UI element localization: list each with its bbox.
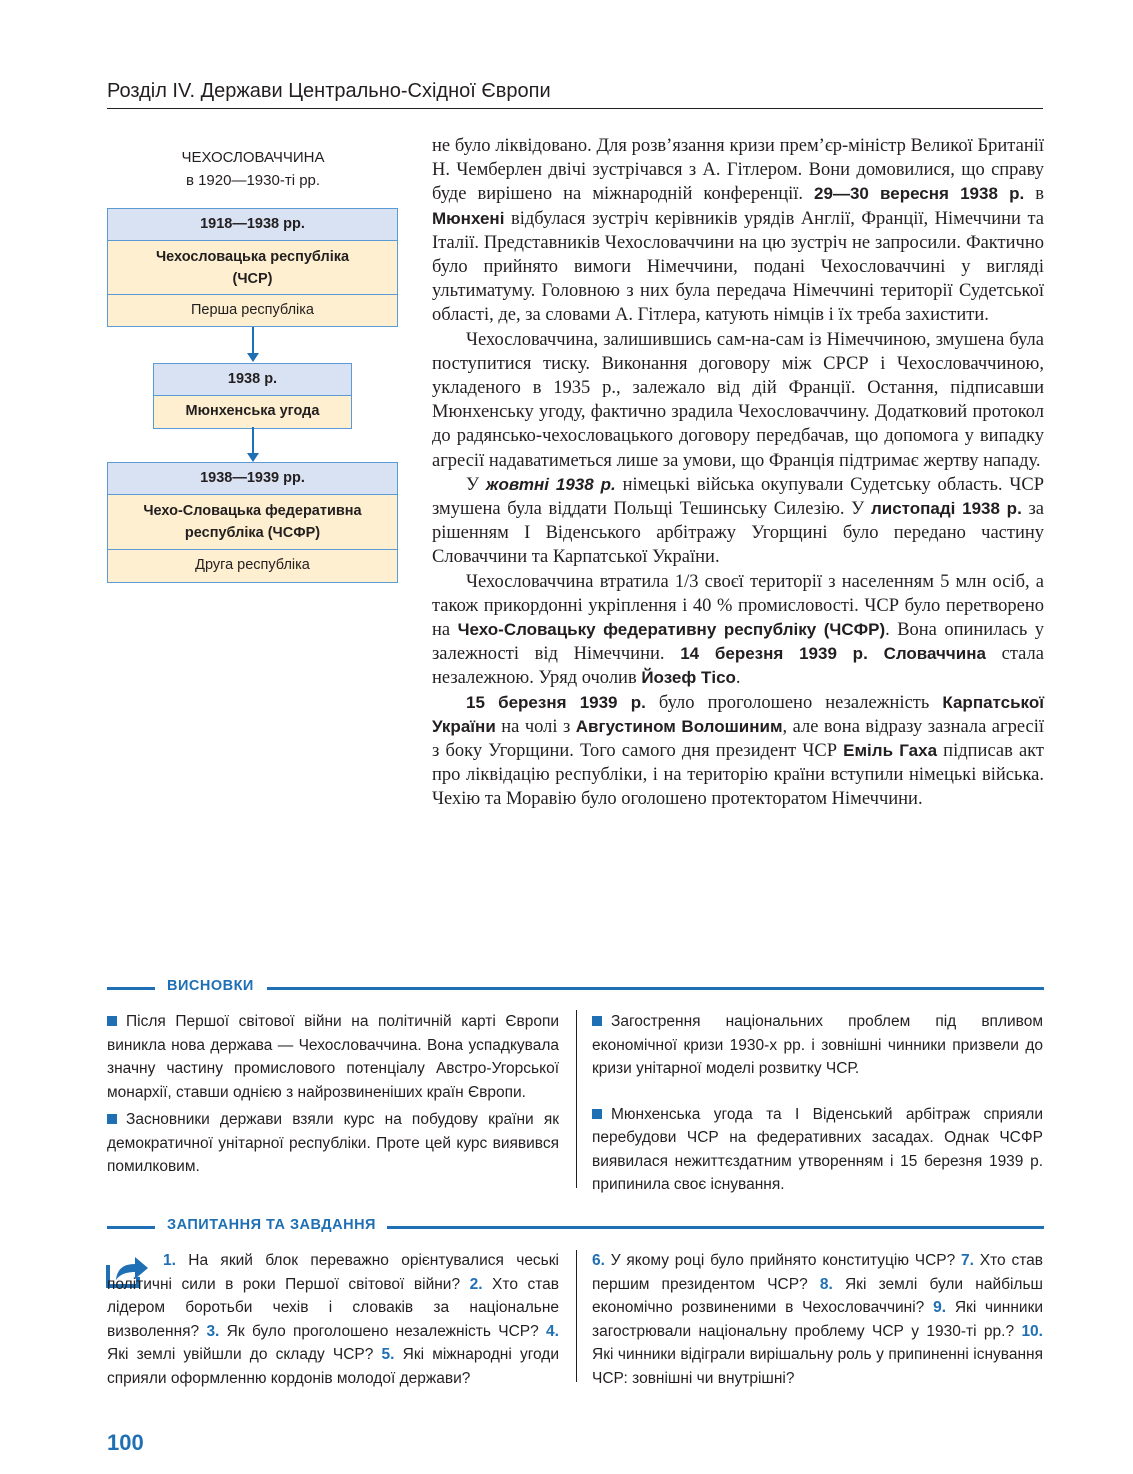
column-divider [576,1250,577,1382]
heading-rule [107,1226,155,1229]
question-number: 2. [469,1275,483,1293]
heading-rule [267,987,1044,990]
question-number: 7. [961,1252,974,1269]
conclusion-item: Засновники держави взяли курс на побудову країни як демократичної унітарної республіки. Проте цей курс виявився помилковим. [107,1111,559,1175]
questions-right-column [592,1249,1043,1390]
paragraph: Чехословаччина втратила 1/3 своєї території з населенням 5 млн осіб, а також прикордонні укріплення і 40 % промисловості. ЧСР було перетворено на Чехо-Словацьку федеративну республіку (ЧСФР). Вона опинилась у залежності від Німеччини. 14 березня 1939 р. Словаччина стала незалежною. Уряд очолив Йозеф Тісо. [432,571,1045,689]
question: У якому році було прийнято конституцію ЧСР? [604,1252,962,1269]
column-divider [576,1010,577,1188]
conclusion-item: Мюнхенська угода та І Віденський арбітраж сприяли перебудови ЧСР на федеративних засадах. Однак ЧСФР виявилася нежиттєздатним утворенням і 15 березня 1939 р. припинила своє існування. [592,1105,1043,1193]
box1-name [108,241,397,295]
box3-sub: Друга республіка [108,550,397,582]
question: Хто став першим президентом ЧСР? [592,1252,1043,1293]
chapter-header: Розділ IV. Держави Центрально-Східної Європи [107,76,1043,109]
question: Які землі увійшли до складу ЧСР? [107,1346,382,1363]
question-number: 6. [592,1252,605,1269]
scheme-box-munich [153,363,352,429]
question: Які міжнародні угоди сприяли оформленню кордонів молодої держави? [107,1346,559,1387]
question-number: 5. [381,1346,395,1363]
bullet-square-icon [107,1016,117,1026]
question: На який блок переважно орієнтувалися чеські політичні сили в роки Першої світової війни? [107,1252,559,1293]
main-text [432,134,1044,812]
questions-heading [107,1217,1044,1237]
conclusion-item: Загострення національних проблем під впливом економічної кризи 1930-х рр. і зовнішні чинники призвели до кризи унітарної моделі розвитку ЧСР. [592,1013,1043,1077]
question-number: 10. [1021,1322,1043,1340]
box3-name [108,495,397,550]
box1-sub: Перша республіка [108,295,397,326]
box1-name-line2: (ЧСР) [232,271,273,287]
question-number: 3. [206,1322,220,1340]
bullet-square-icon [107,1114,117,1124]
question-number: 9. [933,1299,947,1316]
box2-years: 1938 р. [154,364,351,396]
scheme-title-line1: ЧЕХОСЛОВАЧЧИНА [181,149,325,166]
question-number: 1. [163,1252,176,1269]
scheme-box-second-republic [107,462,398,583]
arrow-down-icon [246,327,260,363]
scheme-title [108,146,398,192]
question-number: 4. [546,1322,559,1340]
question: Які чинники загострювали національну проблему ЧСР у 1930-ті рр.? [592,1299,1044,1340]
bullet-square-icon [592,1016,602,1026]
paragraph: У жовтні 1938 р. німецькі війська окупували Судетську область. ЧСР змушена була віддати Польщі Тешинську Силезію. У листопаді 1938 р. за рішенням І Віденського арбітражу Угорщині було передано частину Словаччини та Карпатської України. [432,474,1044,568]
arrow-down-icon [246,427,260,463]
conclusions-heading-text: ВИСНОВКИ [167,978,254,994]
question: Хто став лідером боротьби чехів і словаків за національне визволення? [107,1275,559,1340]
question: Які чинники відіграли вирішальну роль у припиненні існування ЧСР: зовнішні чи внутрішні? [592,1346,1043,1387]
paragraph: Чехословаччина, залишившись сам-на-сам із Німеччиною, змушена була поступитися тиску. Виконання договору між СРСР і Чехословаччиною, укладеного в 1935 р., залежало від дій Франції. Остання, підписавши Мюнхенську угоду, фактично зрадила Чехословаччину. Додатковий протокол до радянсько-чехословацького договору передбачав, що допомога у випадку агресії надаватиметься лише за умови, що Франція підтримає жертву нападу. [432,329,1044,471]
scheme-box-first-republic [107,208,398,327]
heading-rule [387,1226,1044,1229]
box3-name-line2: республіка (ЧСФР) [184,525,321,541]
conclusions-right-column [592,1010,1043,1197]
questions-left-column [107,1249,559,1390]
box1-years: 1918—1938 рр. [108,209,397,241]
questions-heading-text: ЗАПИТАННЯ ТА ЗАВДАННЯ [167,1217,376,1233]
scheme-title-line2: в 1920—1930-ті рр. [185,172,321,189]
heading-rule [107,987,155,990]
box1-name-line1: Чехословацька республіка [155,249,350,265]
box2-name: Мюнхенська угода [154,396,351,428]
page-number: 100 [107,1430,144,1455]
paragraph: 15 березня 1939 р. було проголошено незалежність Карпатської України на чолі з Августином Волошиним, але вона відразу зазнала агресії з боку Угорщини. Того самого дня президент ЧСР Еміль Гаха підписав акт про ліквідацію республіки, і на територію країни вступили німецькі війська. Чехію та Моравію було оголошено протекторатом Німеччини. [432,692,1045,810]
conclusions-heading [107,978,1044,998]
box3-years: 1938—1939 рр. [108,463,397,495]
question: Як було проголошено незалежність ЧСР? [219,1322,547,1340]
question-number: 8. [819,1275,833,1293]
question: Які землі були найбільш економічно розвиненими в Чехословаччині? [592,1275,1043,1316]
paragraph: не було ліквідовано. Для розв’язання кризи прем’єр-міністр Великої Британії Н. Чемберлен двічі зустрічався з А. Гітлером. Вони домовилися, що справу буде вирішено на міжнародній конференції. 29—30 вересня 1938 р. в Мюнхені відбулася зустріч керівників урядів Англії, Франції, Німеччини та Італії. Представників Чехословаччини на цю зустріч не запросили. Фактично було прийнято вимоги Німеччини, подані Чехословаччині у вигляді ультиматуму. Головною з них була передача Німеччині території Судетської області, де, за словами А. Гітлера, катують німців і їх треба захистити. [432,136,1044,326]
conclusion-item: Після Першої світової війни на політичній карті Європи виникла нова держава — Чехословаччина. Вона успадкувала значну частину промислового потенціалу Австро-Угорської монархії, ставши однією з найрозвиненіших країн Європи. [107,1013,559,1101]
conclusions-left-column [107,1010,559,1179]
box3-name-line1: Чехо-Словацька федеративна [143,503,362,519]
bullet-square-icon [592,1109,602,1119]
